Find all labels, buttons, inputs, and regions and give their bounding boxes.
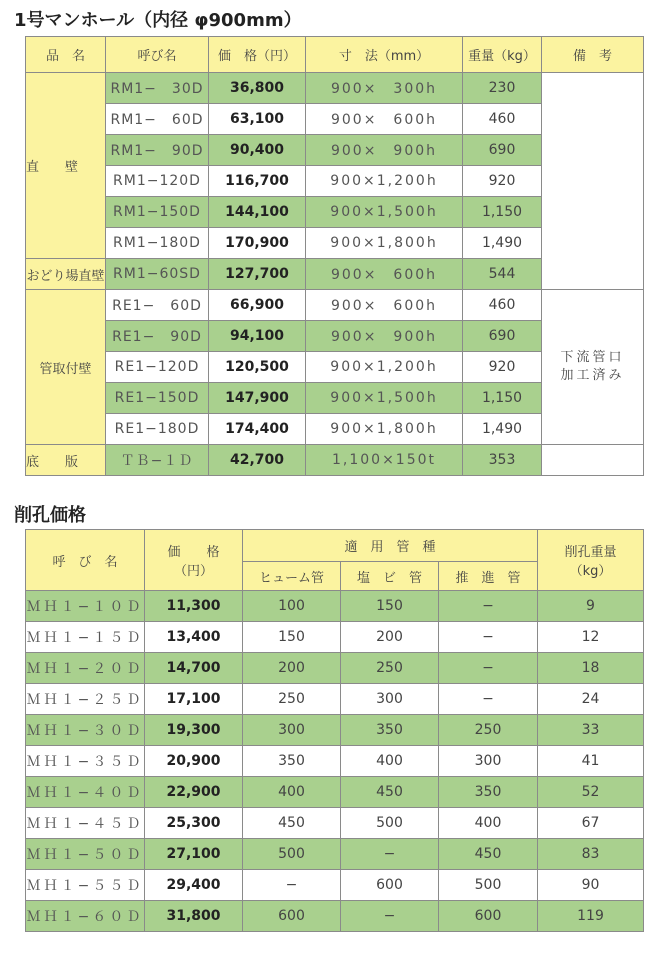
- product-code: RE1−180D: [106, 414, 209, 445]
- price-cell: 116,700: [209, 166, 306, 197]
- weight-cell: 67: [538, 808, 644, 839]
- jacking-cell: 600: [439, 901, 538, 932]
- pvc-cell: −: [341, 839, 439, 870]
- table-row: [26, 839, 644, 870]
- col-header-name: 呼 び 名: [26, 530, 145, 591]
- hume-cell: 100: [243, 591, 341, 622]
- col-header-pvc: 塩 ビ 管: [341, 562, 439, 591]
- table-row: [26, 684, 644, 715]
- price-cell: 27,100: [145, 839, 243, 870]
- weight-cell: 690: [463, 135, 542, 166]
- product-code: ＭＨ１−２５Ｄ: [26, 684, 145, 715]
- table-row: [26, 653, 644, 684]
- price-cell: 90,400: [209, 135, 306, 166]
- weight-cell: 18: [538, 653, 644, 684]
- weight-cell: 1,150: [463, 383, 542, 414]
- price-cell: 25,300: [145, 808, 243, 839]
- weight-cell: 544: [463, 259, 542, 290]
- price-cell: 174,400: [209, 414, 306, 445]
- category-cell: 底 版: [26, 445, 106, 476]
- weight-cell: 690: [463, 321, 542, 352]
- dimension-cell: 900×1,500h: [306, 383, 463, 414]
- product-code: RM1− 60D: [106, 104, 209, 135]
- product-code: RE1−150D: [106, 383, 209, 414]
- col-header-hume: ヒューム管: [243, 562, 341, 591]
- product-code: ＭＨ１−３５Ｄ: [26, 746, 145, 777]
- weight-cell: 460: [463, 104, 542, 135]
- col-header-2: 価 格（円）: [209, 37, 306, 73]
- hume-cell: 350: [243, 746, 341, 777]
- price-cell: 147,900: [209, 383, 306, 414]
- pvc-cell: −: [341, 901, 439, 932]
- product-code: ＭＨ１−２０Ｄ: [26, 653, 145, 684]
- price-cell: 22,900: [145, 777, 243, 808]
- hume-cell: −: [243, 870, 341, 901]
- table-row: [26, 445, 644, 476]
- product-code: ＭＨ１−５０Ｄ: [26, 839, 145, 870]
- pvc-cell: 600: [341, 870, 439, 901]
- dimension-cell: 900× 900h: [306, 321, 463, 352]
- dimension-cell: 900×1,200h: [306, 352, 463, 383]
- pvc-cell: 400: [341, 746, 439, 777]
- price-cell: 120,500: [209, 352, 306, 383]
- jacking-cell: 500: [439, 870, 538, 901]
- price-cell: 29,400: [145, 870, 243, 901]
- table-row: [26, 290, 644, 321]
- product-code: RM1− 30D: [106, 73, 209, 104]
- product-code: RM1−180D: [106, 228, 209, 259]
- col-header-price-unit: （円）: [173, 564, 213, 579]
- hume-cell: 200: [243, 653, 341, 684]
- jacking-cell: −: [439, 653, 538, 684]
- price-cell: 11,300: [145, 591, 243, 622]
- jacking-cell: 400: [439, 808, 538, 839]
- weight-cell: 90: [538, 870, 644, 901]
- drilling-price-table: [25, 529, 644, 932]
- category-cell: 管取付壁: [26, 290, 106, 445]
- product-code: ＭＨ１−５５Ｄ: [26, 870, 145, 901]
- col-header-price-label: 価 格: [167, 545, 220, 560]
- price-cell: 36,800: [209, 73, 306, 104]
- hume-cell: 150: [243, 622, 341, 653]
- dimension-cell: 900× 600h: [306, 290, 463, 321]
- price-cell: 20,900: [145, 746, 243, 777]
- pvc-cell: 500: [341, 808, 439, 839]
- table-row: [26, 622, 644, 653]
- price-cell: 19,300: [145, 715, 243, 746]
- product-code: ＭＨ１−４０Ｄ: [26, 777, 145, 808]
- dimension-cell: 900×1,500h: [306, 197, 463, 228]
- col-header-jacking: 推 進 管: [439, 562, 538, 591]
- price-cell: 63,100: [209, 104, 306, 135]
- hume-cell: 600: [243, 901, 341, 932]
- weight-cell: 33: [538, 715, 644, 746]
- table-row: [26, 73, 644, 104]
- weight-cell: 1,490: [463, 414, 542, 445]
- dimension-cell: 900× 300h: [306, 73, 463, 104]
- dimension-cell: 900×1,800h: [306, 228, 463, 259]
- col-header-0: 品 名: [26, 37, 106, 73]
- col-header-1: 呼び名: [106, 37, 209, 73]
- jacking-cell: 250: [439, 715, 538, 746]
- product-code: ＴＢ−１Ｄ: [106, 445, 209, 476]
- price-cell: 144,100: [209, 197, 306, 228]
- col-header-5: 備 考: [542, 37, 644, 73]
- dimension-cell: 900× 600h: [306, 104, 463, 135]
- dimension-cell: 1,100×150t: [306, 445, 463, 476]
- dimension-cell: 900× 900h: [306, 135, 463, 166]
- product-code: ＭＨ１−３０Ｄ: [26, 715, 145, 746]
- jacking-cell: 300: [439, 746, 538, 777]
- product-code: ＭＨ１−１０Ｄ: [26, 591, 145, 622]
- price-cell: 127,700: [209, 259, 306, 290]
- col-header-4: 重量（kg）: [463, 37, 542, 73]
- hume-cell: 250: [243, 684, 341, 715]
- table-row: [26, 870, 644, 901]
- jacking-cell: −: [439, 684, 538, 715]
- weight-cell: 9: [538, 591, 644, 622]
- category-cell: 直 壁: [26, 73, 106, 259]
- table-row: [26, 901, 644, 932]
- table-row: [26, 715, 644, 746]
- dimension-cell: 900× 600h: [306, 259, 463, 290]
- weight-cell: 12: [538, 622, 644, 653]
- hume-cell: 500: [243, 839, 341, 870]
- weight-cell: 353: [463, 445, 542, 476]
- remarks-line-2: 加工済み: [560, 368, 625, 383]
- table-row: [26, 808, 644, 839]
- weight-cell: 920: [463, 166, 542, 197]
- hume-cell: 300: [243, 715, 341, 746]
- price-cell: 66,900: [209, 290, 306, 321]
- weight-cell: 24: [538, 684, 644, 715]
- product-code: ＭＨ１−６０Ｄ: [26, 901, 145, 932]
- manhole-price-table: [25, 36, 644, 476]
- price-cell: 14,700: [145, 653, 243, 684]
- weight-cell: 83: [538, 839, 644, 870]
- hume-cell: 400: [243, 777, 341, 808]
- table-row: [26, 777, 644, 808]
- weight-cell: 1,150: [463, 197, 542, 228]
- price-cell: 42,700: [209, 445, 306, 476]
- product-code: ＭＨ１−１５Ｄ: [26, 622, 145, 653]
- jacking-cell: −: [439, 622, 538, 653]
- product-code: RM1−120D: [106, 166, 209, 197]
- weight-cell: 119: [538, 901, 644, 932]
- remarks-cell-blank: [542, 445, 644, 476]
- pvc-cell: 350: [341, 715, 439, 746]
- price-cell: 17,100: [145, 684, 243, 715]
- price-cell: 94,100: [209, 321, 306, 352]
- price-cell: 13,400: [145, 622, 243, 653]
- weight-cell: 52: [538, 777, 644, 808]
- product-code: RM1−150D: [106, 197, 209, 228]
- table-row: [26, 591, 644, 622]
- col-header-3: 寸 法（mm）: [306, 37, 463, 73]
- remarks-cell-blank: [542, 73, 644, 290]
- price-cell: 170,900: [209, 228, 306, 259]
- remarks-line-1: 下流管口: [560, 350, 625, 365]
- pvc-cell: 300: [341, 684, 439, 715]
- weight-cell: 41: [538, 746, 644, 777]
- product-code: ＭＨ１−４５Ｄ: [26, 808, 145, 839]
- pvc-cell: 200: [341, 622, 439, 653]
- pvc-cell: 150: [341, 591, 439, 622]
- col-header-weight-unit: （kg）: [569, 564, 612, 579]
- table-row: [26, 746, 644, 777]
- product-code: RE1− 90D: [106, 321, 209, 352]
- price-cell: 31,800: [145, 901, 243, 932]
- drilling-price-title: 削孔価格: [14, 505, 86, 526]
- product-code: RM1− 90D: [106, 135, 209, 166]
- jacking-cell: 450: [439, 839, 538, 870]
- jacking-cell: −: [439, 591, 538, 622]
- remarks-cell: [542, 290, 644, 445]
- pvc-cell: 450: [341, 777, 439, 808]
- header-row: [26, 37, 644, 73]
- product-code: RE1− 60D: [106, 290, 209, 321]
- weight-cell: 230: [463, 73, 542, 104]
- col-header-weight: [538, 530, 644, 591]
- manhole-title: 1号マンホール（内径 φ900mm）: [14, 10, 302, 31]
- jacking-cell: 350: [439, 777, 538, 808]
- col-header-pipe: 適 用 管 種: [243, 530, 538, 562]
- col-header-weight-label: 削孔重量: [564, 545, 617, 560]
- weight-cell: 1,490: [463, 228, 542, 259]
- dimension-cell: 900×1,800h: [306, 414, 463, 445]
- dimension-cell: 900×1,200h: [306, 166, 463, 197]
- product-code: RM1−60SD: [106, 259, 209, 290]
- weight-cell: 460: [463, 290, 542, 321]
- hume-cell: 450: [243, 808, 341, 839]
- col-header-price: [145, 530, 243, 591]
- weight-cell: 920: [463, 352, 542, 383]
- product-code: RE1−120D: [106, 352, 209, 383]
- pvc-cell: 250: [341, 653, 439, 684]
- category-cell: おどり場直壁: [26, 259, 106, 290]
